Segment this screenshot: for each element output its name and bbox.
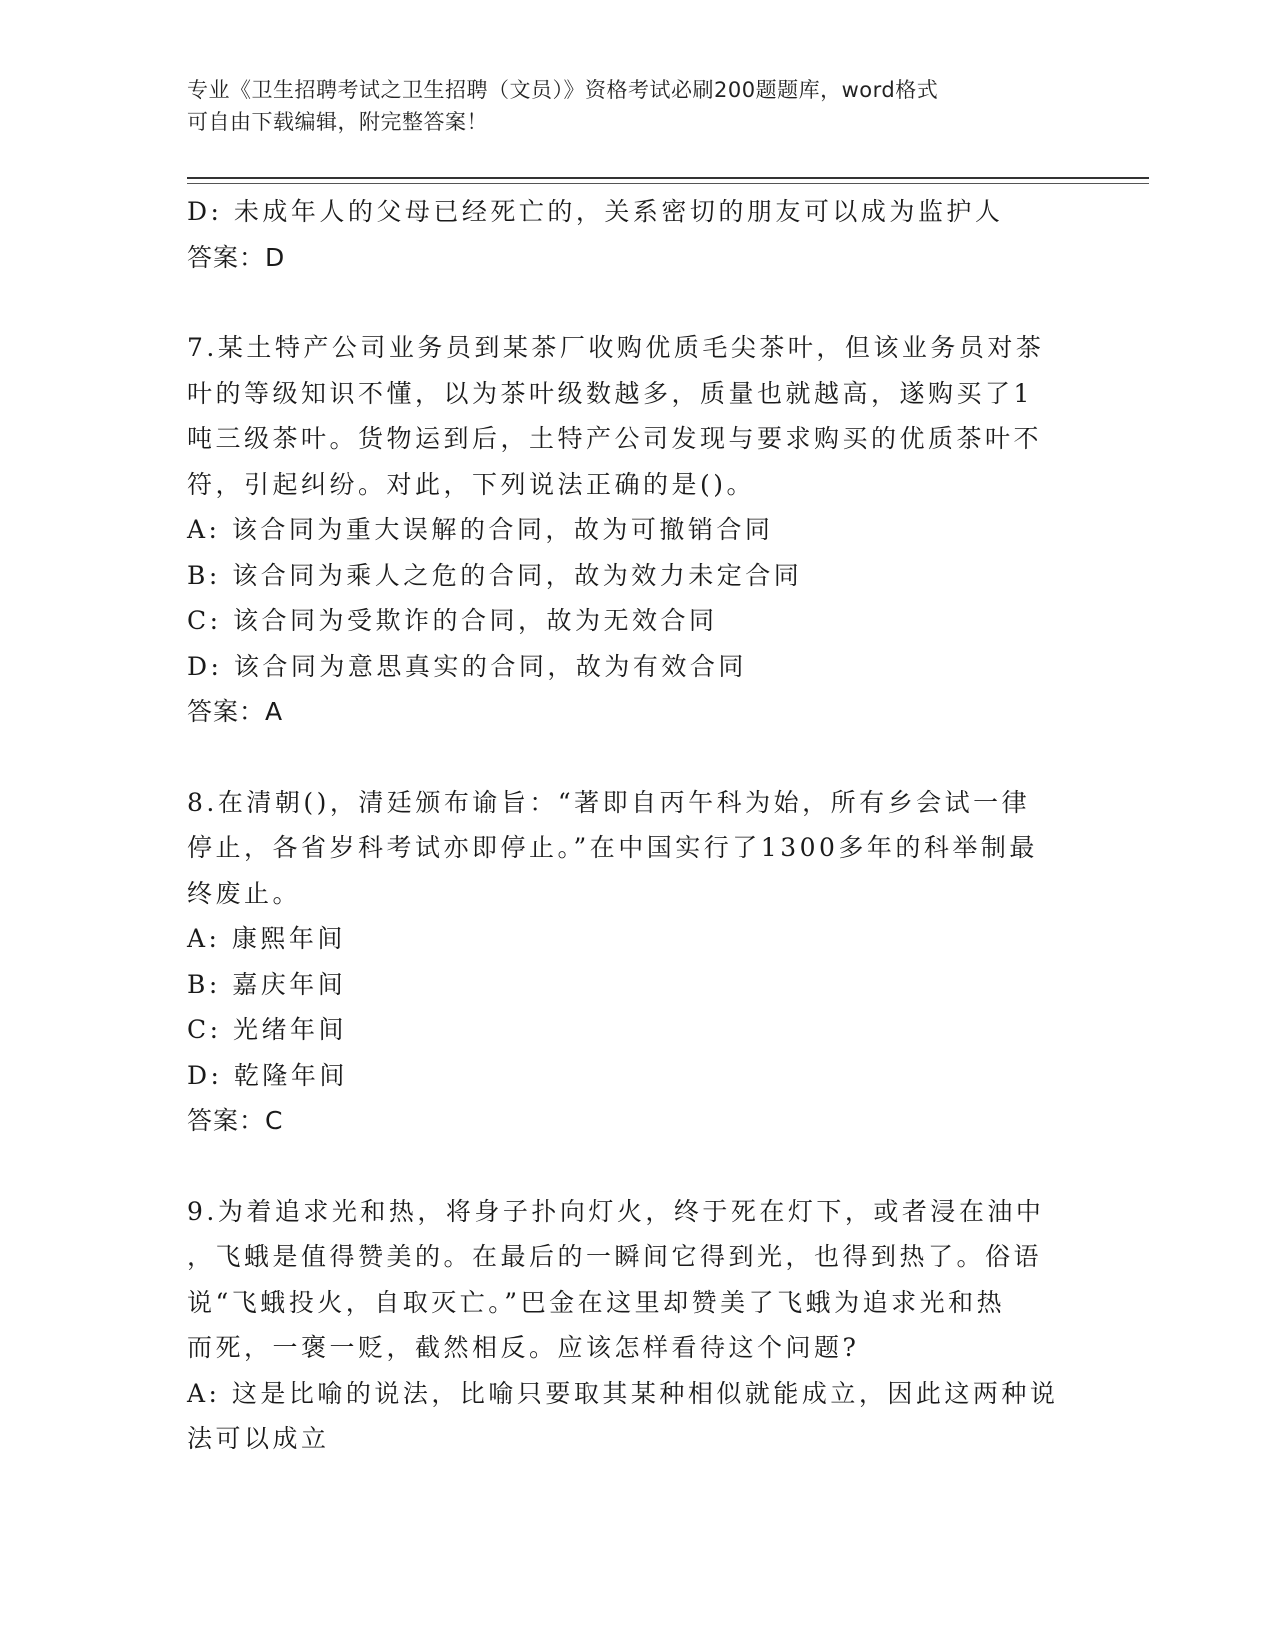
option-d: D: 该合同为意思真实的合同，故为有效合同: [187, 651, 747, 681]
option-d: D: 乾隆年间: [187, 1060, 348, 1090]
option-a-continued: 法可以成立: [187, 1424, 330, 1453]
question-text-line: 8.在清朝()，清廷颁布谕旨：“著即自丙午科为始，所有乡会试一律: [187, 787, 1031, 817]
option-d: D: 未成年人的父母已经死亡的，关系密切的朋友可以成为监护人: [187, 197, 1004, 226]
question-text-line: 叶的等级知识不懂，以为茶叶级数越多，质量也就越高，遂购买了1: [187, 378, 1033, 408]
question-text-line: 吨三级茶叶。货物运到后，土特产公司发现与要求购买的优质茶叶不: [187, 424, 1043, 453]
header-title-line-2: 可自由下载编辑，附完整答案！: [187, 110, 488, 134]
option-c: C: 该合同为受欺诈的合同，故为无效合同: [187, 606, 718, 635]
question-text-line: 7.某土特产公司业务员到某茶厂收购优质毛尖茶叶，但该业务员对茶: [187, 333, 1045, 362]
page-header: [187, 74, 1067, 138]
document-body: [187, 189, 1087, 1462]
question-text-line: 符，引起纠纷。对此，下列说法正确的是()。: [187, 469, 756, 499]
option-a: A: 该合同为重大误解的合同，故为可撤销合同: [187, 515, 774, 544]
option-a: A: 这是比喻的说法，比喻只要取其某种相似就能成立，因此这两种说: [187, 1378, 1059, 1408]
header-title-line-1: 专业《卫生招聘考试之卫生招聘（文员）》资格考试必刷200题题库，word格式: [187, 78, 939, 102]
answer-line: 答案：D: [187, 242, 286, 272]
option-a: A: 康熙年间: [187, 924, 346, 953]
question-text-line: ，飞蛾是值得赞美的。在最后的一瞬间它得到光，也得到热了。俗语: [187, 1242, 1043, 1271]
question-text-line: 而死，一褒一贬，截然相反。应该怎样看待这个问题?: [187, 1333, 860, 1362]
answer-line: 答案：A: [187, 697, 284, 726]
question-9: [187, 1189, 1087, 1462]
question-8: [187, 780, 1087, 1144]
option-c: C: 光绪年间: [187, 1015, 347, 1044]
header-divider-thin: [187, 183, 1149, 184]
question-text-line: 说“飞蛾投火，自取灭亡。”巴金在这里却赞美了飞蛾为追求光和热: [187, 1287, 1006, 1317]
header-divider: [187, 177, 1149, 179]
question-text-line: 终废止。: [187, 878, 302, 908]
question-7: [187, 325, 1087, 735]
option-b: B: 该合同为乘人之危的合同，故为效力未定合同: [187, 560, 803, 590]
option-b: B: 嘉庆年间: [187, 969, 347, 999]
question-text-line: 停止，各省岁科考试亦即停止。”在中国实行了1300多年的科举制最: [187, 833, 1038, 862]
answer-line: 答案：C: [187, 1106, 284, 1135]
question-text-line: 9.为着追求光和热，将身子扑向灯火，终于死在灯下，或者浸在油中: [187, 1196, 1045, 1226]
previous-question-tail: [187, 189, 1087, 280]
